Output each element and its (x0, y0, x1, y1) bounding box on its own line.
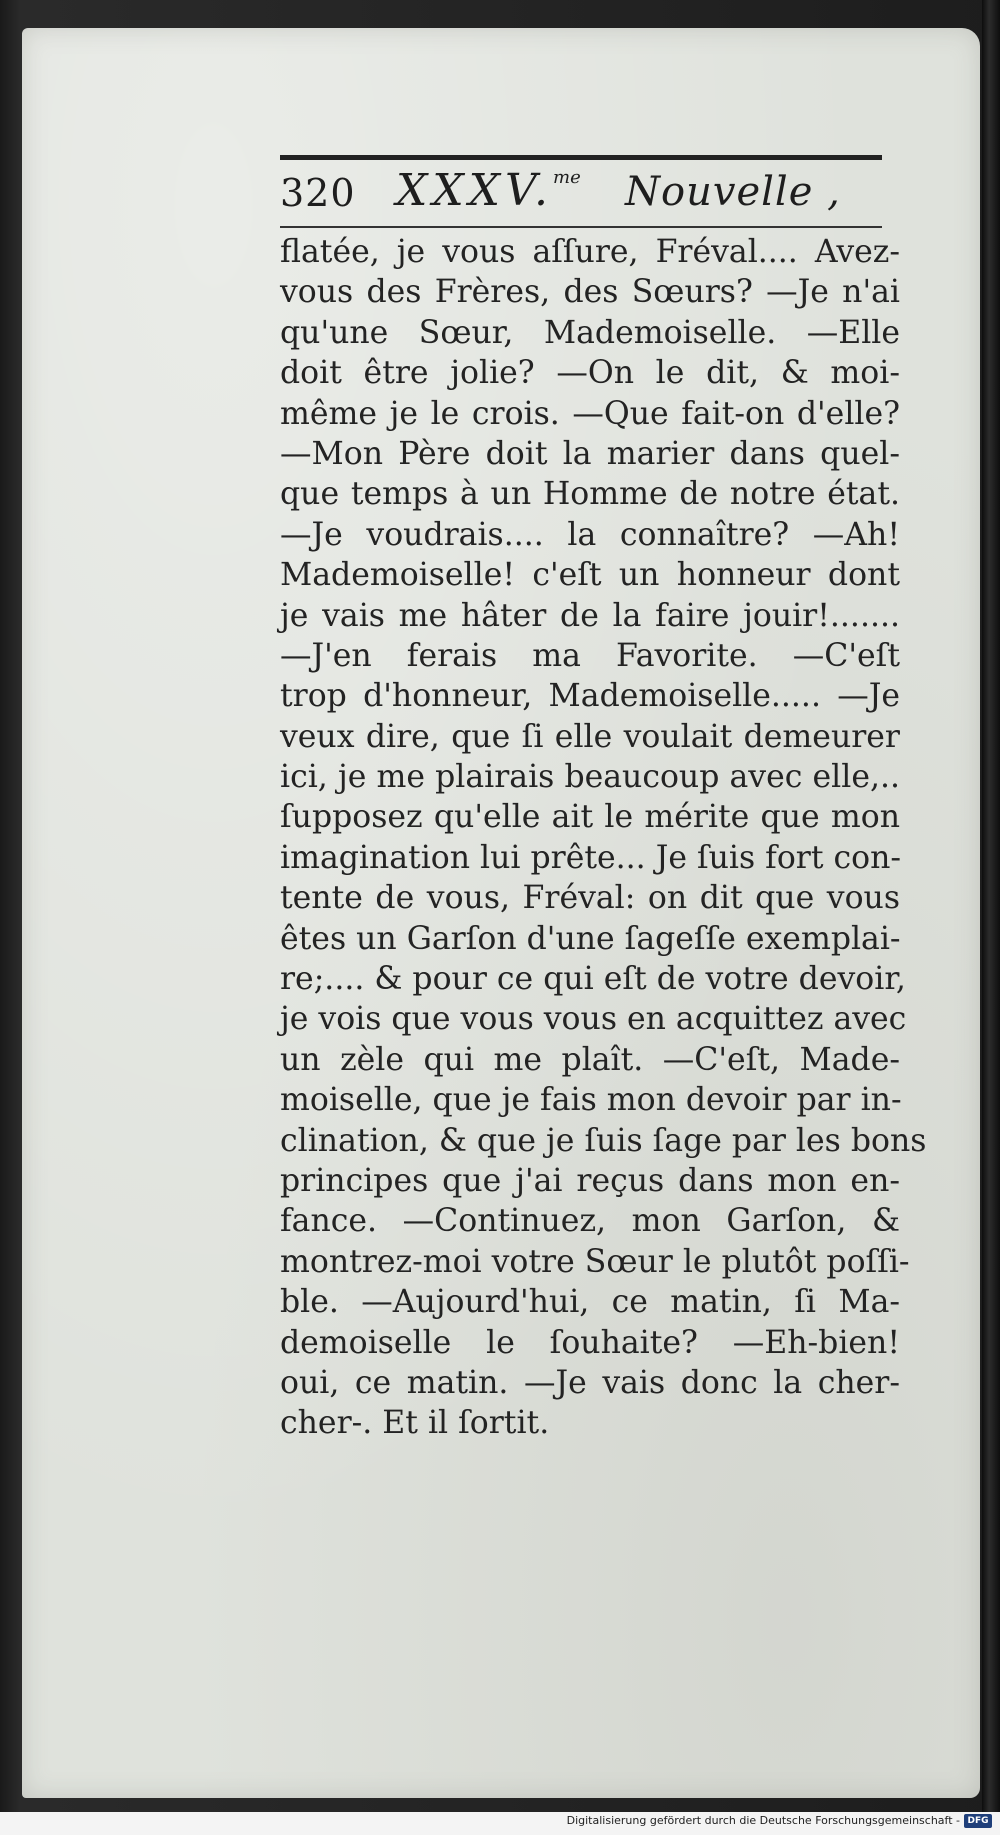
text-line: flatée, je vous aſſure, Fréval.... Avez- (280, 234, 900, 270)
text-line: principes que j'ai reçus dans mon en- (280, 1162, 900, 1199)
text-line: trop d'honneur, Mademoiselle..... —Je (280, 678, 900, 715)
story-number (396, 165, 581, 216)
header-rule-top (280, 155, 882, 160)
text-line: —Je voudrais.... la connaître? —Ah! (280, 516, 900, 553)
story-number-suffix: me (553, 167, 581, 188)
book-spine-shadow (982, 0, 1000, 1835)
text-line: que temps à un Homme de notre état. (280, 476, 900, 513)
dfg-logo: DFG (964, 1814, 992, 1828)
text-line: —J'en ferais ma Favorite. —C'eſt (280, 637, 900, 674)
text-line: clination, & que je ſuis ſage par les bons (280, 1122, 927, 1159)
body-text (280, 232, 927, 1444)
text-line: cher-. Et il ſortit. (280, 1405, 550, 1442)
text-line: vous des Frères, des Sœurs? —Je n'ai (280, 274, 900, 311)
running-header (280, 165, 880, 225)
page-number: 320 (280, 171, 356, 215)
header-rule-bottom (280, 226, 882, 228)
text-line: re;.... & pour ce qui eſt de votre devoir, (280, 961, 906, 998)
text-line: Mademoiselle! c'eſt un honneur dont (280, 557, 900, 594)
text-line: imagination lui prête... Je ſuis fort con- (280, 839, 902, 876)
text-line: fance. —Continuez, mon Garſon, & (280, 1203, 900, 1240)
text-line: doit être jolie? —On le dit, & moi- (280, 355, 900, 392)
text-line: ble. —Aujourd'hui, ce matin, ſi Ma- (280, 1284, 900, 1321)
text-line: veux dire, que ſi elle voulait demeurer (280, 718, 900, 755)
text-line: oui, ce matin. —Je vais donc la cher- (280, 1364, 900, 1401)
text-line: moiselle, que je fais mon devoir par in- (280, 1082, 902, 1119)
text-line: un zèle qui me plaît. —C'eſt, Made- (280, 1041, 900, 1078)
text-line: tente de vous, Fréval: on dit que vous (280, 880, 900, 917)
text-line: ici, je me plairais beaucoup avec elle,.. (280, 759, 900, 796)
text-line: je vais me hâter de la faire jouir!....... (280, 597, 900, 634)
text-line: montrez-moi votre Sœur le plutôt poſſi- (280, 1243, 910, 1280)
text-line: même je le crois. —Que fait-on d'elle? (280, 395, 900, 432)
text-line: êtes un Garſon d'une ſageſſe exemplai- (280, 920, 901, 957)
text-line: demoiselle le ſouhaite? —Eh-bien! (280, 1324, 900, 1361)
digitization-credit: Digitalisierung gefördert durch die Deutsche Forschungsgemeinschaft - (566, 1814, 960, 1827)
story-number-roman: XXXV. (396, 165, 554, 216)
text-line: qu'une Sœur, Mademoiselle. —Elle (280, 314, 900, 351)
text-line: ſupposez qu'elle ait le mérite que mon (280, 799, 900, 836)
running-title: Nouvelle , (625, 169, 841, 215)
text-line: je vois que vous vous en acquittez avec (280, 1001, 907, 1038)
text-line: —Mon Père doit la marier dans quel- (280, 435, 900, 472)
